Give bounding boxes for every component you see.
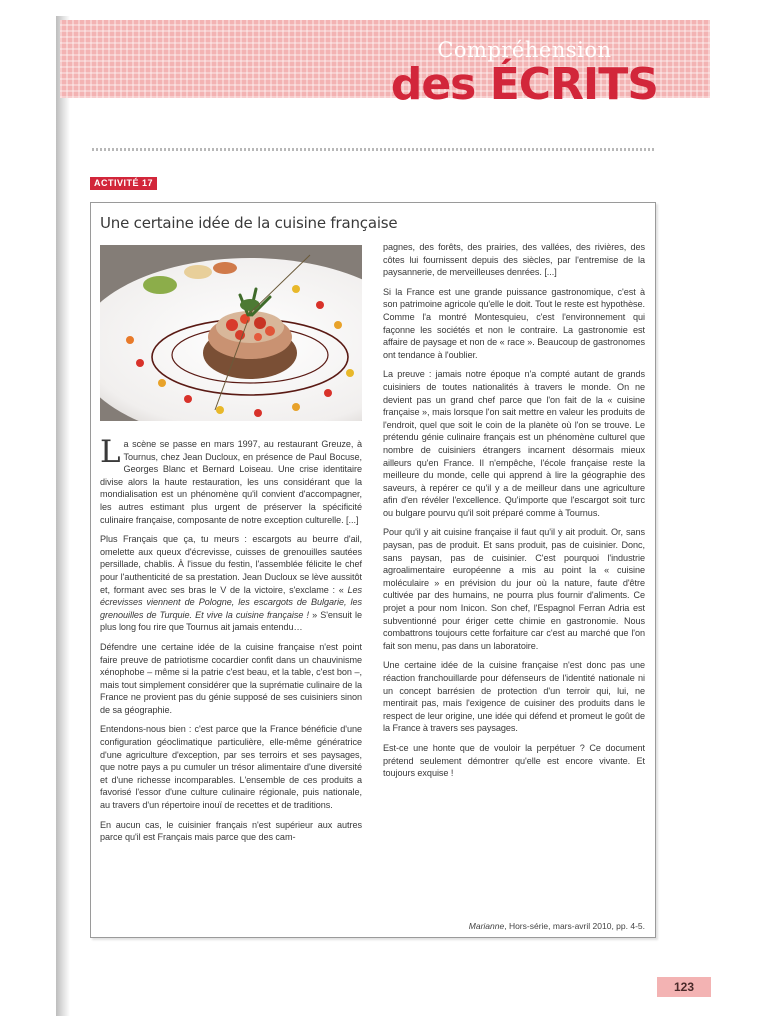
page-number: 123: [657, 977, 711, 997]
article-paragraph: Pour qu'il y ait cuisine française il faut qu'il y ait produit. Or, sans paysan, pas de produit. Et sans produit, pas de cuisinier. Donc, sans paysan, pas de cuisinier. C'est pourquoi l'industrie agroalimentaire européenne a mis au point la « cuisine moléculaire » en prévision du jour où la nature, faute d'être cultivée par des humains, ne pourra plus fournir d'aliments. Ce projet a pour nom Inicon. Son chef, l'Espagnol Ferran Adria est subventionné pour ériger cette chimie en gastronomie. Nous combattrons toujours cette forfaiture car c'est au marché que l'on fait son menu, pas dans un laboratoire.: [383, 527, 645, 651]
source-publication: Marianne: [468, 921, 505, 931]
article-paragraph: Plus Français que ça, tu meurs : escargots au beurre d'ail, omelette aux queux d'écrevisse, cuisses de grenouilles sautées persillade, chablis. À l'issue du festin, l'assemblée félicite le chef pour l'authenticité de sa prestation. Jean Ducloux se lève aussitôt et, formant avec ses bras le V de la victoire, s'exclame : « Les écrevisses viennent de Pologne, les escargots de Bulgarie, les grenouilles de Turquie. Et vive la cuisine française ! » S'ensuit le plus long fou rire que Tournus ait jamais entendu…: [100, 534, 362, 633]
drop-cap: L: [100, 434, 121, 470]
dotted-divider: [92, 148, 656, 151]
article-paragraph: La scène se passe en mars 1997, au restaurant Greuze, à Tournus, chez Jean Ducloux, en présence de Paul Bocuse, Georges Blanc et Bernard Loiseau. Une crise identitaire divise alors la haute restauration, les uns considérant que la mondialisation est un phénomène qu'il convient d'accompagner, les autres estimant plus urgent de préserver la spécificité culinaire française, composante de notre exception culturelle. [...]: [100, 434, 362, 525]
article-column-left: [100, 434, 362, 851]
article-paragraph: Est-ce une honte que de vouloir la perpétuer ? Ce document prétend seulement démontrer qu'elle est encore vivante. Et toujours exquise !: [383, 742, 645, 779]
source-details: , Hors-série, mars-avril 2010, pp. 4-5.: [504, 921, 645, 931]
section-title-line2: des ÉCRITS: [390, 59, 658, 110]
article-paragraph: Défendre une certaine idée de la cuisine française n'est point faire preuve de patriotisme cocardier confit dans un chauvinisme xénophobe – même si la patrie c'est beau, et la table, c'est bon –, mais tout simplement considérer que la suprématie culinaire de la France ne provient pas du génie supposé de ses cuisiniers sinon de sa géographie.: [100, 641, 362, 715]
section-title: [391, 38, 658, 108]
article-column-right: [383, 241, 645, 787]
section-header: [60, 20, 710, 110]
article-paragraph: La preuve : jamais notre époque n'a compté autant de grands cuisiniers de toutes nationalités à travers le monde. On ne devient pas un grand chef parce que l'on fait de la « cuisine française », mais lorsque l'on sait mettre en valeur les produits de l'endroit, quel que soit le coin de la planète où l'on se trouve. Le prétendu génie culinaire français est un phénomène culturel que nombre de cuisiniers étrangers incarnent désormais mieux ailleurs qu'en France. Il n'empêche, l'école française reste la meilleure du monde, celle qui apprend à lire la géographie des saveurs, à repérer ce qu'il y a de meilleur dans une agriculture afin d'en révéler l'excellence. Qu'importe que l'escargot soit turc ou bulgare pourvu qu'il soit préparé comme à Tournus.: [383, 369, 645, 518]
article-paragraph: En aucun cas, le cuisinier français n'est supérieur aux autres parce qu'il est Français mais parce que des cam-: [100, 819, 362, 843]
section-title-line1: Compréhension: [437, 38, 612, 62]
article-paragraph: Si la France est une grande puissance gastronomique, c'est à son patrimoine agricole qu'elle le doit. Tout le reste est hypothèse. Comme l'a montré Montesquieu, c'est l'environnement qui façonne les sociétés et non le contraire. La gastronomie est affaire de paysage et non de « race ». Beaucoup de gastronomes ont tendance à l'oublier.: [383, 286, 645, 360]
article-paragraph: pagnes, des forêts, des prairies, des vallées, des rivières, des côtes lui fournissent depuis des siècles, par l'entremise de la paysannerie, de merveilleuses denrées. [...]: [383, 242, 645, 278]
article-paragraph: Entendons-nous bien : c'est parce que la France bénéficie d'une configuration géoclimatique particulière, elle-même génératrice d'une agriculture d'exception, par ses terroirs et ses paysages, que notre pays a pu cumuler un trésor alimentaire d'une diversité et d'une richesse incomparables. L'ensemble de ces produits a favorisé l'essor d'une culture culinaire régionale, puis nationale, au travers d'un répertoire inouï de recettes et de traditions.: [100, 724, 362, 811]
plated-dish-illustration: [100, 245, 362, 421]
dish-photo: [100, 245, 362, 421]
book-spine-shadow: [56, 16, 70, 1016]
article-title: Une certaine idée de la cuisine française: [100, 214, 398, 232]
source-citation: [440, 921, 645, 931]
article-paragraph: Une certaine idée de la cuisine française n'est donc pas une réaction franchouillarde pour défenseurs de l'identité nationale ni un concept barrésien de protection d'un terroir qui, lui, ne mentirait pas, mais l'exigence de cuisiner des produits dans le respect de leur origine, une idée qui défend et promeut le goût de la France à travers ses paysages.: [383, 660, 645, 734]
activity-badge: ACTIVITÉ 17: [90, 177, 157, 190]
chef-quote: Les écrevisses viennent de Pologne, les escargots de Bulgarie, les grenouilles de Turquie. Et vive la cuisine française !: [100, 584, 362, 620]
